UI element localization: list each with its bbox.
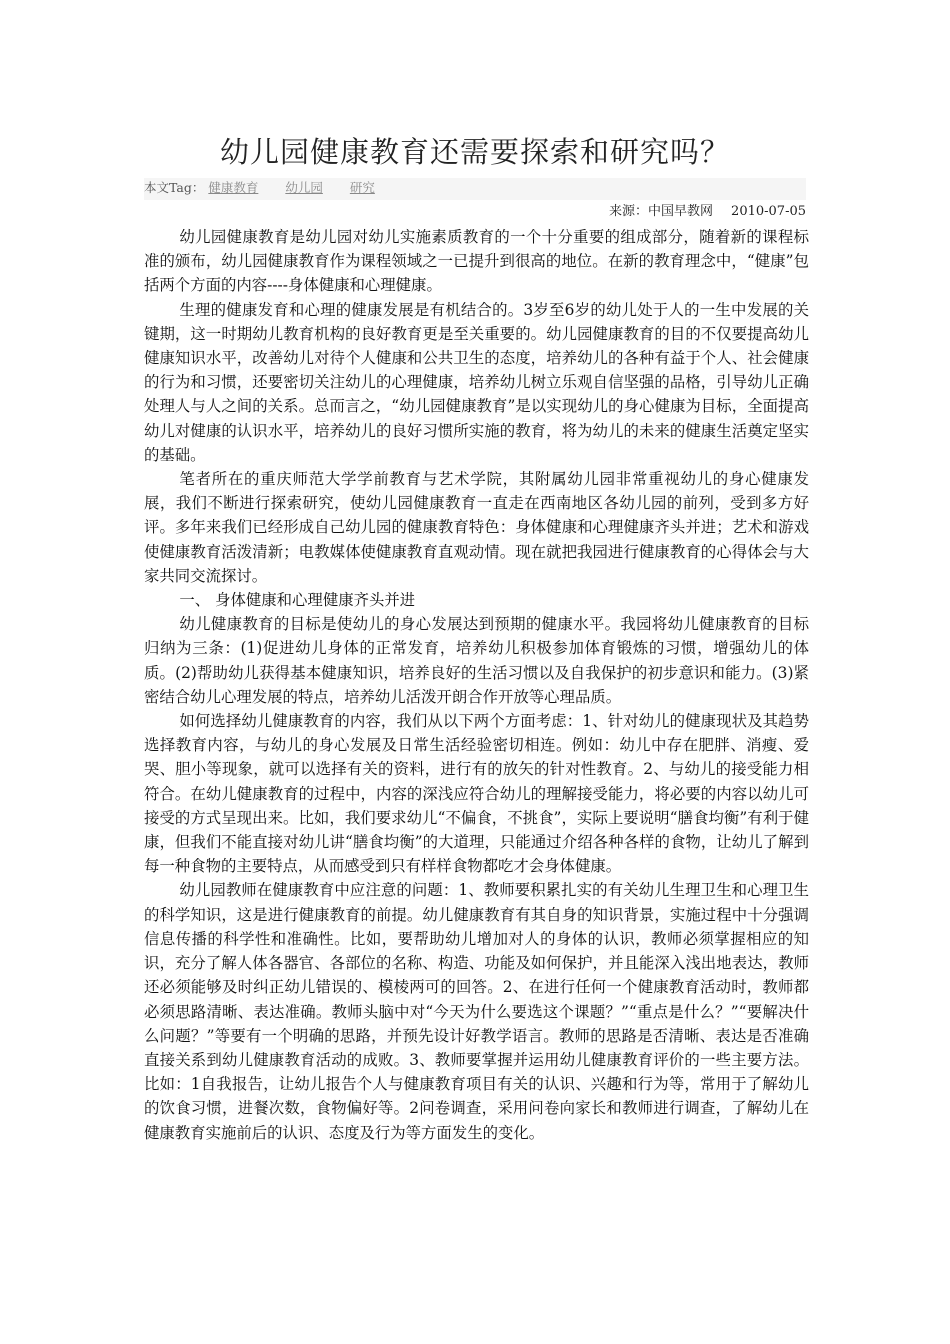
tag-link-kindergarten[interactable]: 幼儿园 xyxy=(285,180,323,195)
paragraph: 笔者所在的重庆师范大学学前教育与艺术学院，其附属幼儿园非常重视幼儿的身心健康发展，我们不断进行探索研究，使幼儿园健康教育一直走在西南地区各幼儿园的前列，受到多方好评。多年来我们已经形成自己幼儿园的健康教育特色：身体健康和心理健康齐头并进；艺术和游戏使健康教育活泼清新；电教媒体使健康教育直观动情。现在就把我园进行健康教育的心得体会与大家共同交流探讨。 xyxy=(144,470,809,585)
paragraph: 生理的健康发育和心理的健康发展是有机结合的。3岁至6岁的幼儿处于人的一生中发展的关键期，这一时期幼儿教育机构的良好教育更是至关重要的。幼儿园健康教育的目的不仅要提高幼儿健康知识水平，改善幼儿对待个人健康和公共卫生的态度，培养幼儿的各种有益于个人、社会健康的行为和习惯，还要密切关注幼儿的心理健康，培养幼儿树立乐观自信坚强的品格，引导幼儿正确处理人与人之间的关系。总而言之，“幼儿园健康教育”是以实现幼儿的身心健康为目标，全面提高幼儿对健康的认识水平，培养幼儿的良好习惯所实施的教育，将为幼儿的未来的健康生活奠定坚实的基础。 xyxy=(144,300,809,464)
tag-link-health-education[interactable]: 健康教育 xyxy=(208,180,259,195)
paragraph: 幼儿园教师在健康教育中应注意的问题：1、教师要积累扎实的有关幼儿生理卫生和心理卫生的科学知识，这是进行健康教育的前提。幼儿健康教育有其自身的知识背景，实施过程中十分强调信息传播的科学性和准确性。比如，要帮助幼儿增加对人的身体的认识，教师必须掌握相应的知识，充分了解人体各器官、各部位的名称、构造、功能及如何保护，并且能深入浅出地表达，教师还必须能够及时纠正幼儿错误的、模棱两可的回答。2、在进行任何一个健康教育活动时，教师都必须思路清晰、表达准确。教师头脑中对“今天为什么要选这个课题？”“重点是什么？”“要解决什么问题？”等要有一个明确的思路，并预先设计好教学语言。教师的思路是否清晰、表达是否准确直接关系到幼儿健康教育活动的成败。3、教师要掌握并运用幼儿健康教育评价的一些主要方法。比如：1自我报告，让幼儿报告个人与健康教育项目有关的认识、兴趣和行为等，常用于了解幼儿的饮食习惯，进餐次数，食物偏好等。2问卷调查，采用问卷向家长和教师进行调查，了解幼儿在健康教育实施前后的认识、态度及行为等方面发生的变化。 xyxy=(144,881,809,1142)
article-body xyxy=(144,225,809,1145)
paragraph: 如何选择幼儿健康教育的内容，我们从以下两个方面考虑：1、针对幼儿的健康现状及其趋势选择教育内容，与幼儿的身心发展及日常生活经验密切相连。例如：幼儿中存在肥胖、消瘦、爱哭、胆小等现象，就可以选择有关的资料，进行有的放矢的针对性教育。2、与幼儿的接受能力相符合。在幼儿健康教育的过程中，内容的深浅应符合幼儿的理解接受能力，将必要的内容以幼儿可接受的方式呈现出来。比如，我们要求幼儿“不偏食，不挑食”，实际上要说明“膳食均衡”有利于健康，但我们不能直接对幼儿讲“膳食均衡”的大道理，只能通过介绍各种各样的食物，让幼儿了解到每一种食物的主要特点，从而感受到只有样样食物都吃才会身体健康。 xyxy=(144,712,809,876)
tag-bar xyxy=(144,178,806,200)
tag-label: 本文Tag： xyxy=(144,180,205,195)
tag-link-research[interactable]: 研究 xyxy=(349,180,375,195)
publish-date: 2010-07-05 xyxy=(731,204,806,219)
paragraph: 幼儿健康教育的目标是使幼儿的身心发展达到预期的健康水平。我园将幼儿健康教育的目标归纳为三条：(1)促进幼儿身体的正常发育，培养幼儿积极参加体育锻炼的习惯，增强幼儿的体质。(2)帮助幼儿获得基本健康知识，培养良好的生活习惯以及自我保护的初步意识和能力。(3)紧密结合幼儿心理发展的特点，培养幼儿活泼开朗合作开放等心理品质。 xyxy=(144,615,809,706)
source-name: 来源：中国早教网 xyxy=(609,204,714,219)
section-heading: 一、 身体健康和心理健康齐头并进 xyxy=(179,591,416,610)
source-line xyxy=(144,202,806,222)
article-title: 幼儿园健康教育还需要探索和研究吗？ xyxy=(219,135,730,169)
paragraph: 幼儿园健康教育是幼儿园对幼儿实施素质教育的一个十分重要的组成部分，随着新的课程标准的颁布，幼儿园健康教育作为课程领域之一已提升到很高的地位。在新的教育理念中，“健康”包括两个方面的内容----身体健康和心理健康。 xyxy=(144,228,809,295)
